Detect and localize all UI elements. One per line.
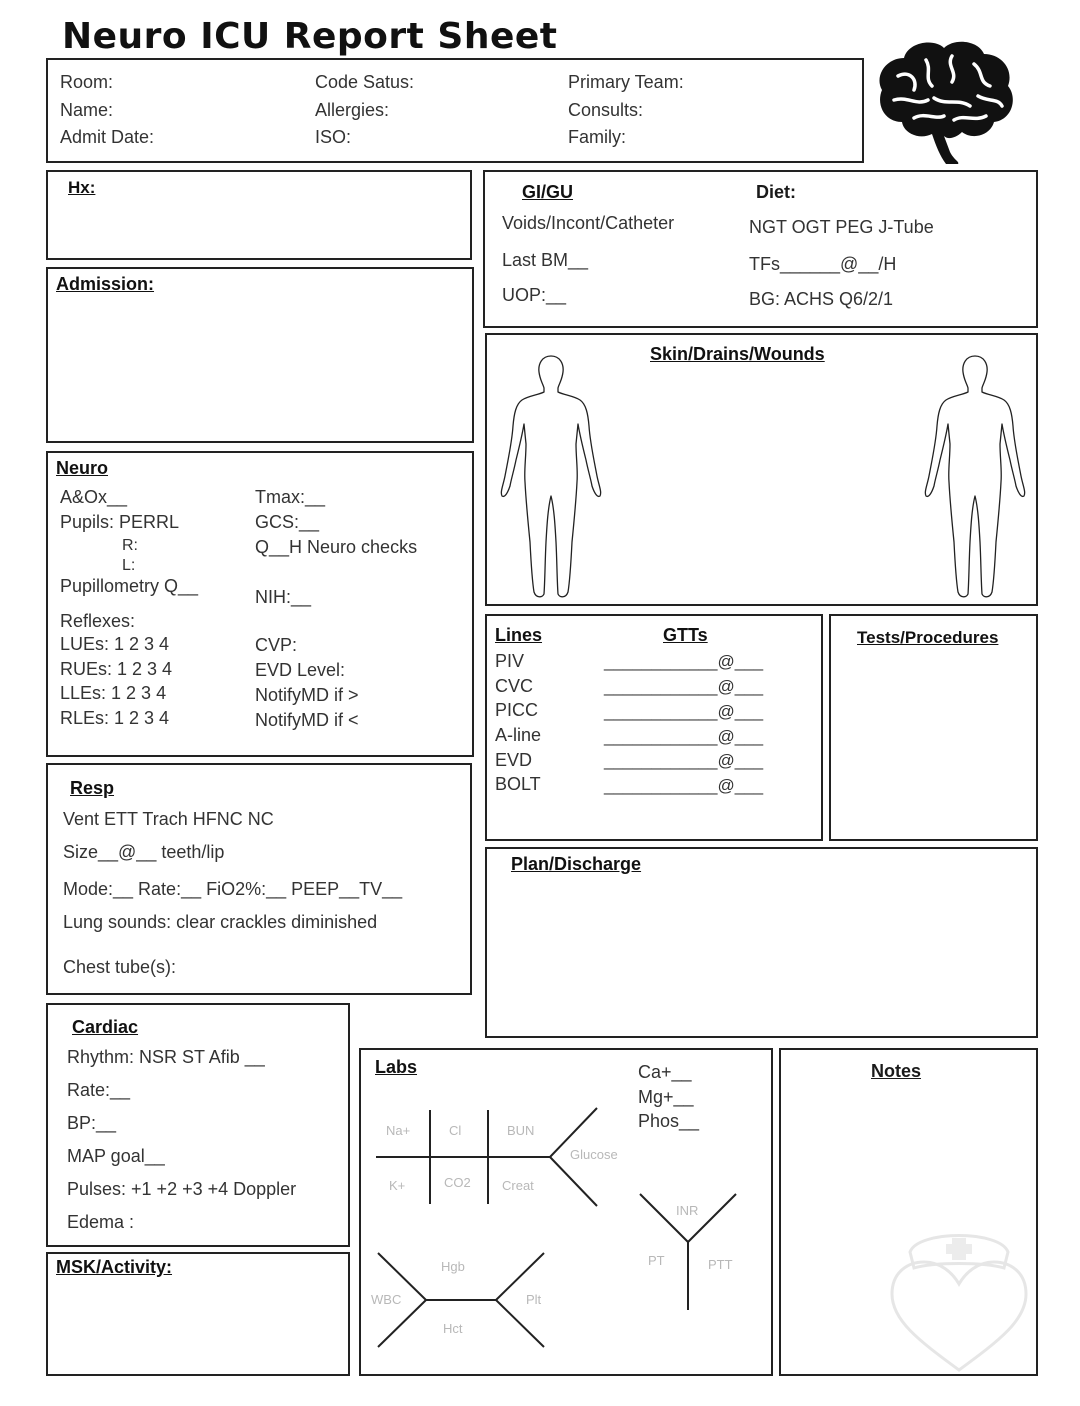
neuro-checks: Q__H Neuro checks [255,537,418,557]
line-piv: PIV [495,651,525,671]
neuro-reflexes: Reflexes: [60,611,136,631]
iso-label: ISO: [315,127,352,147]
neuro-lues: LUEs: 1 2 3 4 [60,634,170,654]
lab-inr: INR [676,1203,699,1218]
neuro-rues: RUEs: 1 2 3 4 [60,659,173,679]
neuro-pupil-left: L: [122,557,136,574]
labs-heading: Labs [375,1057,418,1077]
lab-bun: BUN [507,1123,535,1138]
lab-mg: Mg+__ [638,1087,694,1107]
lab-co2: CO2 [444,1175,471,1190]
neuro-gcs: GCS:__ [255,512,320,532]
resp-vent-settings: Mode:__ Rate:__ FiO2%:__ PEEP__TV__ [63,879,403,899]
lab-plt: Plt [526,1292,542,1307]
tests-heading: Tests/Procedures [857,628,999,647]
resp-devices: Vent ETT Trach HFNC NC [63,809,274,829]
lab-hgb: Hgb [441,1259,465,1274]
plan-heading: Plan/Discharge [511,854,642,874]
lines-heading: Lines [495,625,543,645]
skin-heading: Skin/Drains/Wounds [650,344,825,364]
cardiac-pulses: Pulses: +1 +2 +3 +4 Doppler [67,1179,297,1199]
neuro-pupils: Pupils: PERRL [60,512,180,532]
resp-heading: Resp [70,778,115,798]
diet-tfs: TFs______@__/H [749,254,897,274]
gigu-heading: GI/GU [522,182,574,202]
hx-box [46,170,472,260]
neuro-evd-level: EVD Level: [255,660,346,680]
neuro-rles: RLEs: 1 2 3 4 [60,708,170,728]
body-outline-back [922,352,1028,602]
cardiac-rate: Rate:__ [67,1080,131,1100]
primary-team-label: Primary Team: [568,72,684,92]
cardiac-map-goal: MAP goal__ [67,1146,165,1166]
neuro-lles: LLEs: 1 2 3 4 [60,683,167,703]
notes-heading: Notes [871,1061,922,1081]
resp-lung-sounds: Lung sounds: clear crackles diminished [63,912,378,932]
gigu-last-bm: Last BM__ [502,250,589,270]
diet-bg: BG: ACHS Q6/2/1 [749,289,894,309]
gtt-blank-2: ____________@___ [604,677,764,696]
neuro-tmax: Tmax:__ [255,487,326,507]
gtts-heading: GTTs [663,625,708,645]
lab-glucose: Glucose [570,1147,618,1162]
cardiac-bp: BP:__ [67,1113,117,1133]
lab-cl: Cl [449,1123,462,1138]
neuro-notify-lt: NotifyMD if < [255,710,359,730]
lab-pt: PT [648,1253,665,1268]
lab-ptt: PTT [708,1257,733,1272]
neuro-pupillometry: Pupillometry Q__ [60,576,199,596]
line-picc: PICC [495,700,539,720]
resp-size: Size__@__ teeth/lip [63,842,225,862]
patient-header-box [46,58,864,163]
diet-tubes: NGT OGT PEG J-Tube [749,217,934,237]
consults-label: Consults: [568,100,644,120]
gtt-blank-1: ____________@___ [604,652,764,671]
line-bolt: BOLT [495,774,541,794]
hx-heading: Hx: [68,178,96,197]
msk-heading: MSK/Activity: [56,1257,173,1277]
lab-k: K+ [389,1178,406,1193]
admit-date-label: Admit Date: [60,127,155,147]
lab-hct: Hct [443,1321,463,1336]
allergies-label: Allergies: [315,100,390,120]
plan-box [485,847,1038,1038]
family-label: Family: [568,127,626,147]
cardiac-rhythm: Rhythm: NSR ST Afib __ [67,1047,265,1067]
line-aline: A-line [495,725,542,745]
lab-na: Na+ [386,1123,411,1138]
lab-creat: Creat [502,1178,534,1193]
lab-wbc: WBC [371,1292,402,1307]
resp-chest-tube: Chest tube(s): [63,957,177,977]
cardiac-heading: Cardiac [72,1017,139,1037]
neuro-aox: A&Ox__ [60,487,128,507]
tests-box [829,614,1038,841]
neuro-nih: NIH:__ [255,587,312,607]
neuro-pupil-right: R: [122,537,138,554]
admission-heading: Admission: [56,274,155,294]
name-label: Name: [60,100,114,120]
code-status-label: Code Satus: [315,72,415,92]
gigu-uop: UOP:__ [502,285,567,305]
body-outline-front [498,352,604,602]
line-evd: EVD [495,750,533,770]
gtt-blank-4: ____________@___ [604,727,764,746]
brain-icon [874,36,1018,164]
nurse-heart-watermark-icon [888,1222,1030,1372]
neuro-heading: Neuro [56,458,109,478]
page-title: Neuro ICU Report Sheet [62,16,558,57]
lab-phos: Phos__ [638,1111,700,1131]
neuro-notify-gt: NotifyMD if > [255,685,359,705]
cardiac-edema: Edema : [67,1212,135,1232]
lab-ca: Ca+__ [638,1062,692,1082]
gtt-blank-6: ____________@___ [604,776,764,795]
room-label: Room: [60,72,114,92]
gtt-blank-3: ____________@___ [604,702,764,721]
line-cvc: CVC [495,676,534,696]
gigu-voids: Voids/Incont/Catheter [502,213,675,233]
diet-heading: Diet: [756,182,796,202]
gtt-blank-5: ____________@___ [604,751,764,770]
neuro-cvp: CVP: [255,635,298,655]
